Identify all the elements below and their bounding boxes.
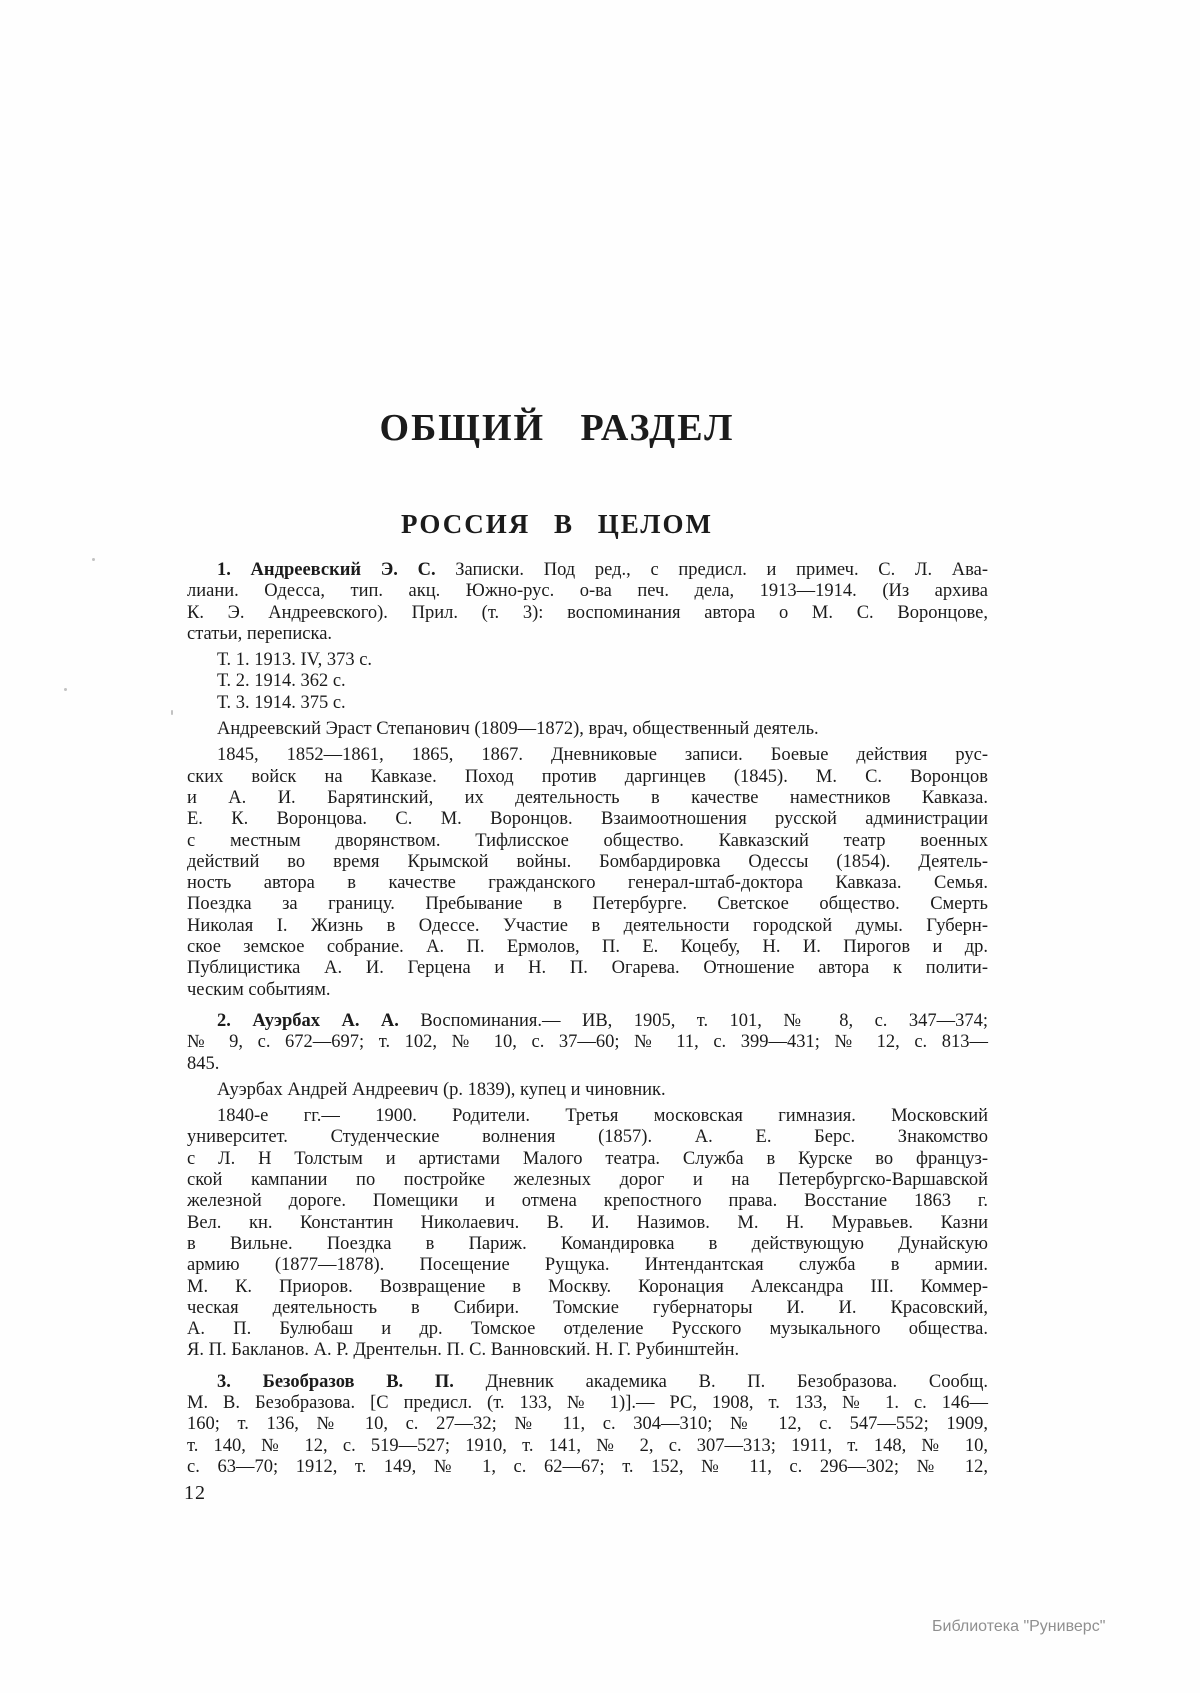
text-line: М. К. Приоров. Возвращение в Москву. Коронация Александра III. Коммер-	[187, 1276, 988, 1297]
text-line: А. П. Булюбаш и др. Томское отделение Русского музыкального общества.	[187, 1319, 988, 1340]
page-number: 12	[184, 1482, 206, 1504]
text-line: 3. Безобразов В. П. Дневник академика В. П. Безобразова. Сообщ.	[217, 1371, 988, 1392]
text-line: с местным дворянством. Тифлисское общество. Кавказский театр военных	[187, 830, 988, 851]
text-line: лиани. Одесса, тип. акц. Южно-рус. о-ва печ. дела, 1913—1914. (Из архива	[187, 581, 988, 602]
scan-speck	[64, 688, 67, 691]
text-line: в Вильне. Поездка в Париж. Командировка в действующую Дунайскую	[187, 1233, 988, 1254]
section-title: ОБЩИЙ РАЗДЕЛ	[379, 407, 735, 450]
text-line: Ауэрбах Андрей Андреевич (р. 1839), купец и чиновник.	[217, 1079, 666, 1100]
text-line: и А. И. Барятинский, их деятельность в качестве наместников Кавказа.	[187, 787, 988, 808]
text-line: армию (1877—1878). Посещение Рущука. Интендантская служба в армии.	[187, 1255, 988, 1276]
text-line: с. 63—70; 1912, т. 149, № 1, с. 62—67; т. 152, № 11, с. 296—302; № 12,	[187, 1456, 988, 1477]
text-line: М. В. Безобразова. [С предисл. (т. 133, № 1)].— РС, 1908, т. 133, № 1. с. 146—	[187, 1392, 988, 1413]
subsection-title: РОССИЯ В ЦЕЛОМ	[401, 509, 713, 540]
text-line: ческая деятельность в Сибири. Томские губернаторы И. И. Красовский,	[187, 1297, 988, 1318]
text-line: Николая I. Жизнь в Одессе. Участие в деятельности городской думы. Губерн-	[187, 915, 988, 936]
annotation-paragraph	[187, 1080, 988, 1101]
text-line: ских войск на Кавказе. Поход против даргинцев (1845). М. С. Воронцов	[187, 766, 988, 787]
entry-head	[187, 1372, 988, 1478]
text-line: Поездка за границу. Пребывание в Петербурге. Светское общество. Смерть	[187, 894, 988, 915]
text-line: Вел. кн. Константин Николаевич. В. И. Назимов. М. Н. Муравьев. Казни	[187, 1212, 988, 1233]
text-line: ческим событиям.	[187, 979, 331, 1000]
text-line: № 9, с. 672—697; т. 102, № 10, с. 37—60; № 11, с. 399—431; № 12, с. 813—	[187, 1032, 988, 1053]
annotation-paragraph	[187, 1106, 988, 1362]
annotation-paragraph	[187, 745, 988, 1001]
text-line: ность автора в качестве гражданского генерал-штаб-доктора Кавказа. Семья.	[187, 873, 988, 894]
text-line: 1840-е гг.— 1900. Родители. Третья московская гимназия. Московский	[217, 1106, 988, 1127]
scan-speck	[171, 710, 173, 715]
watermark: Библиотека "Руниверс"	[932, 1618, 1106, 1635]
scan-speck	[92, 558, 95, 561]
text-line: К. Э. Андреевского). Прил. (т. 3): воспоминания автора о М. С. Воронцове,	[187, 602, 988, 623]
entry-lead: 2. Ауэрбах А. А.	[217, 1010, 399, 1031]
text-line: 2. Ауэрбах А. А. Воспоминания.— ИВ, 1905, т. 101, № 8, с. 347—374;	[217, 1010, 988, 1031]
entry-lead: 1. Андреевский Э. С.	[217, 560, 436, 580]
text-line: Я. П. Бакланов. А. Р. Дрентельн. П. С. Ванновский. Н. Г. Рубинштейн.	[187, 1340, 740, 1361]
text-line: 845.	[187, 1053, 220, 1074]
entry-head	[187, 560, 988, 645]
annotation-paragraph	[187, 719, 988, 740]
text-line: железной дороге. Помещики и отмена крепостного права. Восстание 1863 г.	[187, 1191, 988, 1212]
text-line: ское земское собрание. А. П. Ермолов, П. Е. Коцебу, Н. И. Пирогов и др.	[187, 937, 988, 958]
text-line: ской кампании по постройке железных дорог и на Петербургско-Варшавской	[187, 1170, 988, 1191]
entry-lead: 3. Безобразов В. П.	[217, 1371, 454, 1392]
text-line: Публицистика А. И. Герцена и Н. П. Огарева. Отношение автора к полити-	[187, 958, 988, 979]
text-column	[187, 560, 988, 1478]
text-line: Андреевский Эраст Степанович (1809—1872), врач, общественный деятель.	[217, 719, 819, 740]
text-line: с Л. Н Толстым и артистами Малого театра. Служба в Курске во француз-	[187, 1148, 988, 1169]
text-line: 160; т. 136, № 10, с. 27—32; № 11, с. 304—310; № 12, с. 547—552; 1909,	[187, 1414, 988, 1435]
text-line: статьи, переписка.	[187, 623, 333, 644]
text-line: Т. 1. 1913. IV, 373 с.	[217, 650, 373, 671]
text-line: Е. К. Воронцова. С. М. Воронцов. Взаимоотношения русской администрации	[187, 809, 988, 830]
text-line: Т. 3. 1914. 375 с.	[217, 692, 346, 713]
volume-list	[187, 650, 988, 714]
text-line: Т. 2. 1914. 362 с.	[217, 671, 346, 692]
entry-head	[187, 1011, 988, 1075]
text-line: 1. Андреевский Э. С. Записки. Под ред., с предисл. и примеч. С. Л. Ава-	[217, 560, 988, 580]
text-line: университет. Студенческие волнения (1857). А. Е. Берс. Знакомство	[187, 1127, 988, 1148]
text-line: т. 140, № 12, с. 519—527; 1910, т. 141, № 2, с. 307—313; 1911, т. 148, № 10,	[187, 1435, 988, 1456]
text-line: действий во время Крымской войны. Бомбардировка Одессы (1854). Деятель-	[187, 851, 988, 872]
text-line: 1845, 1852—1861, 1865, 1867. Дневниковые записи. Боевые действия рус-	[217, 745, 988, 766]
